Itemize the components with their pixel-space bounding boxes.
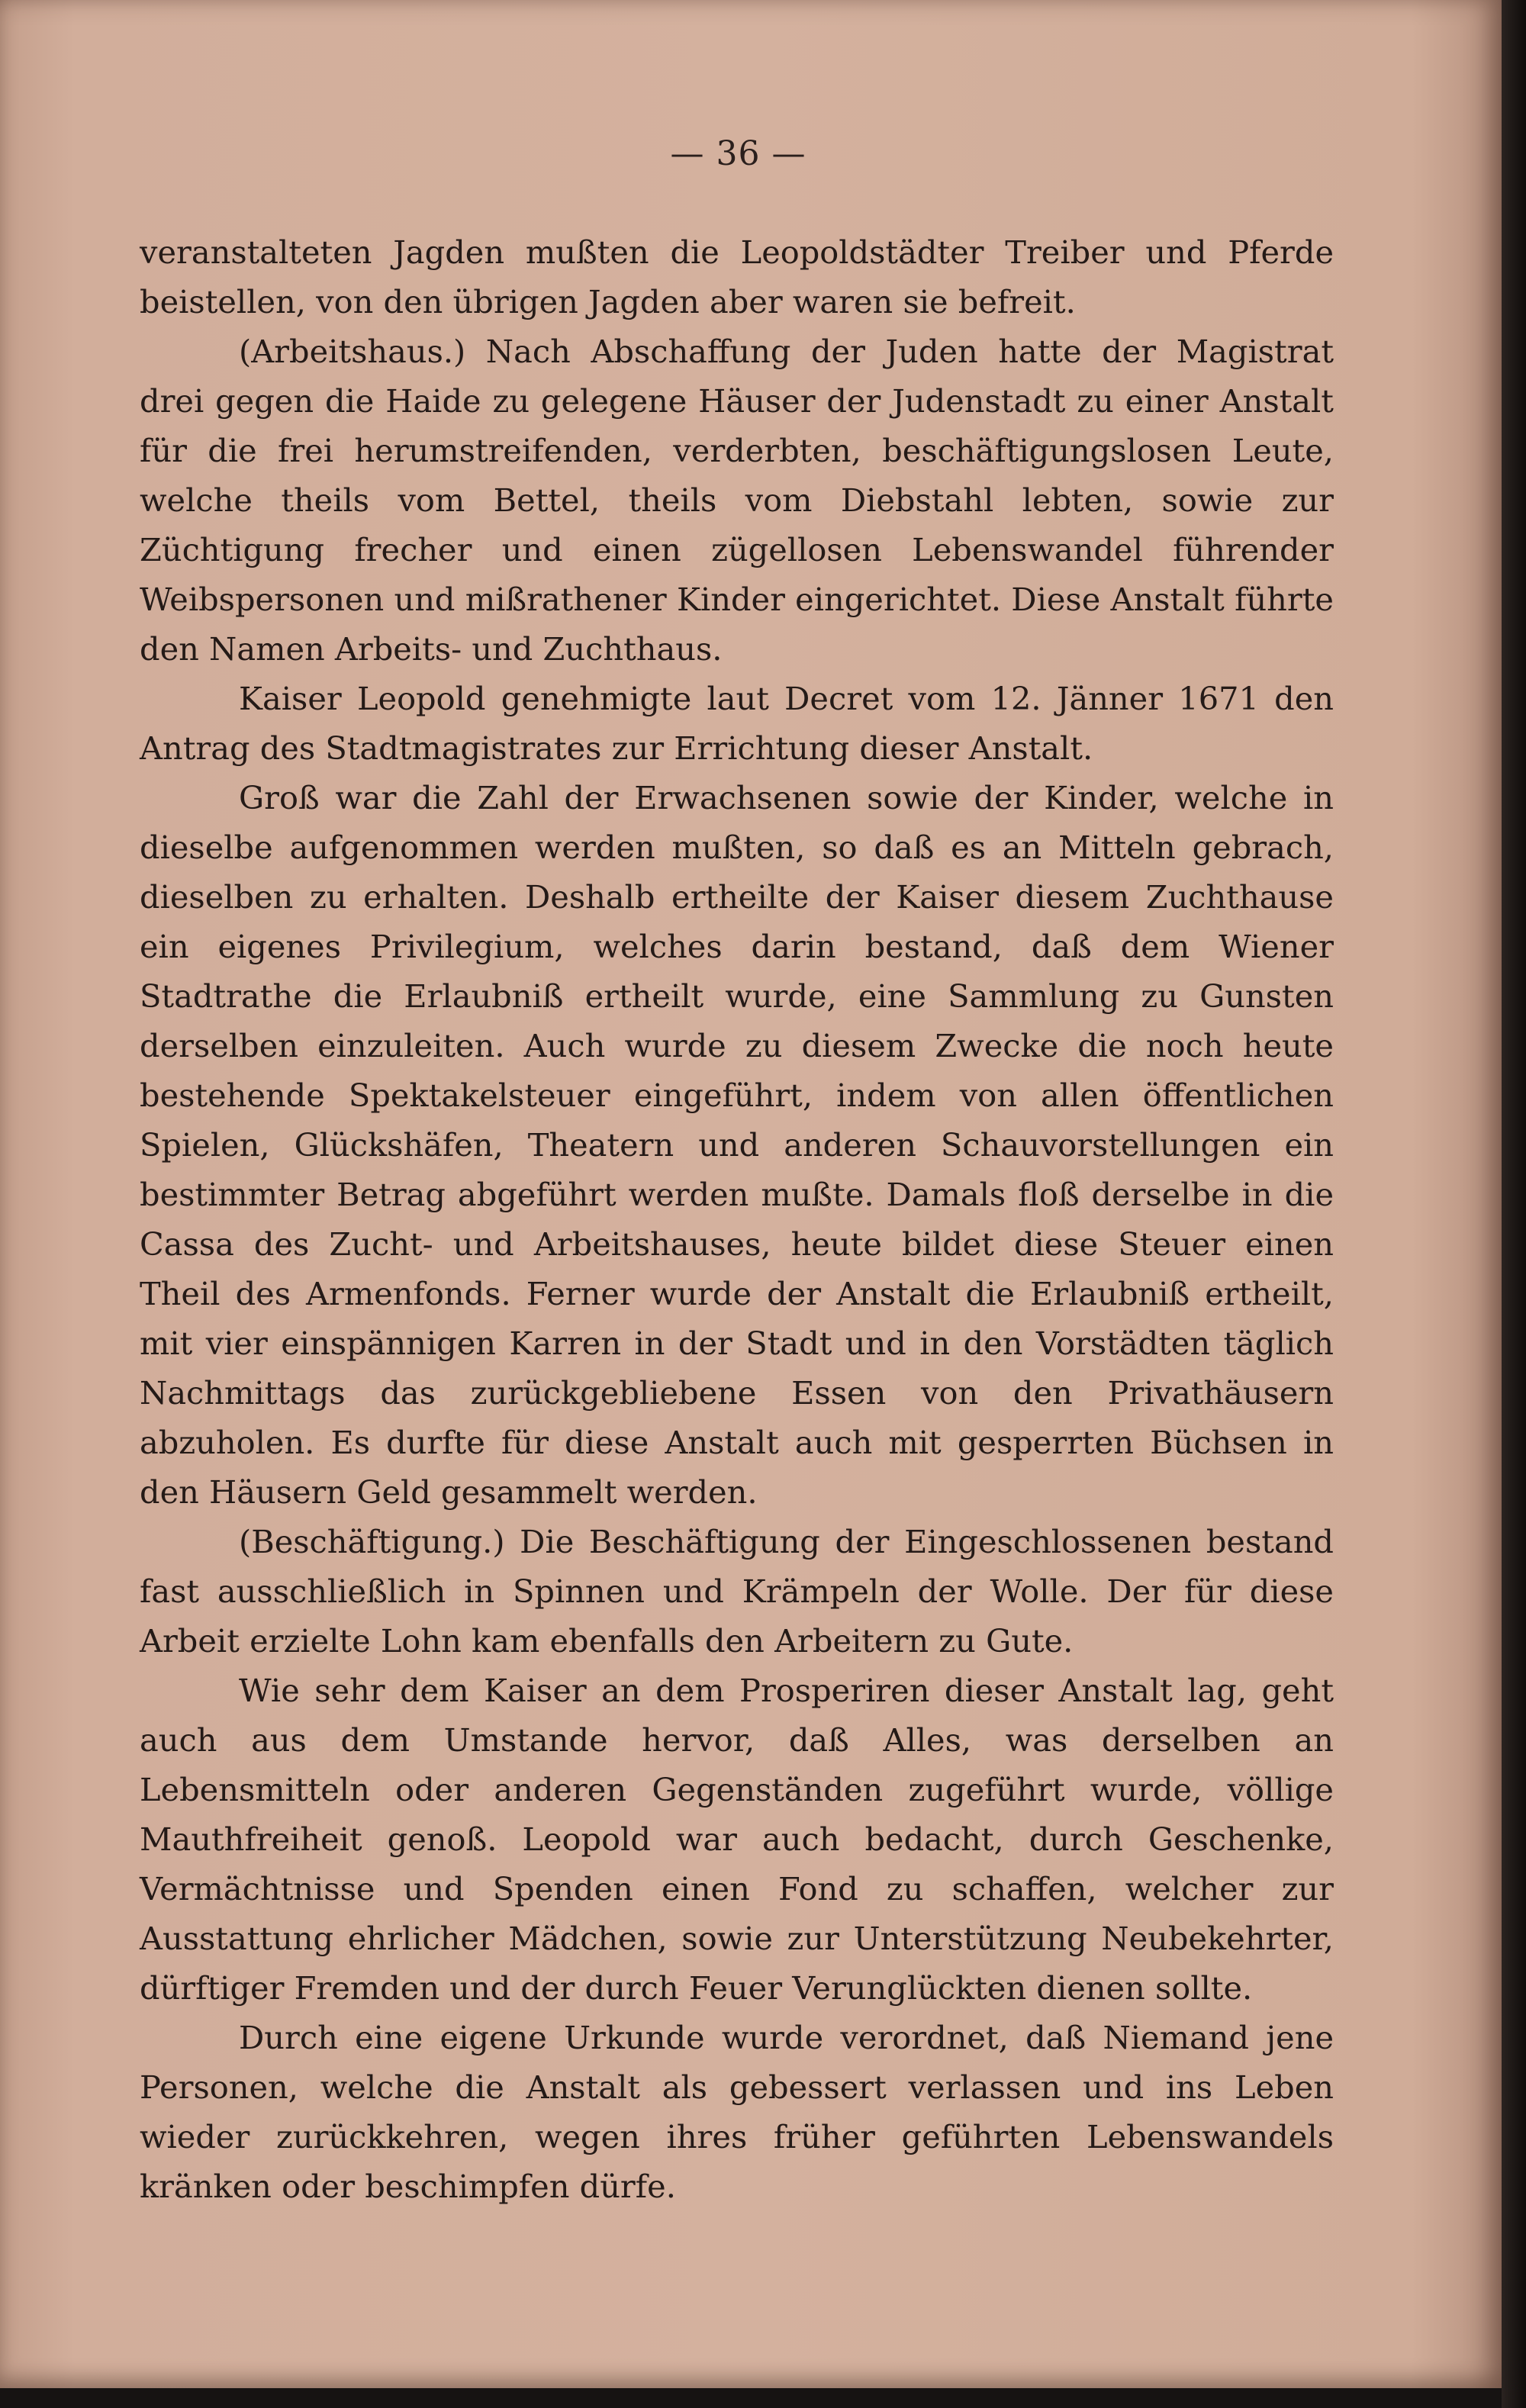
paragraph-1: veranstalteten Jagden mußten die Leopoldstädter Treiber und Pferde beistellen, von den übrigen Jagden aber waren sie befreit. (140, 233, 1334, 320)
paragraph-6: Wie sehr dem Kaiser an dem Prosperiren dieser Anstalt lag, geht auch aus dem Umstande hervor, daß Alles, was derselben an Lebensmitteln oder anderen Gegenständen zugeführt wurde, völlige Mauthfreiheit genoß. Leopold war auch bedacht, durch Geschenke, Vermächtnisse und Spenden einen Fond zu schaffen, welcher zur Ausstattung ehrlicher Mädchen, sowie zur Unterstützung Neubekehrter, dürftiger Fremden und der durch Feuer Verunglückten dienen sollte. (140, 1672, 1334, 2007)
paragraph-7: Durch eine eigene Urkunde wurde verordnet, daß Niemand jene Personen, welche die Anstalt als gebessert verlassen und ins Leben wieder zurückkehren, wegen ihres früher geführten Lebenswandels kränken oder beschimpfen dürfe. (140, 2019, 1334, 2205)
book-spine-shadow (1502, 0, 1526, 2408)
paragraph-2: (Arbeitshaus.) Nach Abschaffung der Juden hatte der Magistrat drei gegen die Haide zu gelegene Häuser der Judenstadt zu einer Anstalt für die frei herumstreifenden, verderbten, beschäftigungslosen Leute, welche theils vom Bettel, theils vom Diebstahl lebten, sowie zur Züchtigung frecher und einen zügellosen Lebenswandel führender Weibspersonen und mißrathener Kinder eingerichtet. Diese Anstalt führte den Namen Arbeits- und Zuchthaus. (140, 333, 1334, 668)
body-text (140, 227, 1334, 2211)
page-number: — 36 — (670, 134, 806, 173)
paragraph-4: Groß war die Zahl der Erwachsenen sowie der Kinder, welche in dieselbe aufgenommen werden mußten, so daß es an Mitteln gebrach, dieselben zu erhalten. Deshalb ertheilte der Kaiser diesem Zuchthause ein eigenes Privilegium, welches darin bestand, daß dem Wiener Stadtrathe die Erlaubniß ertheilt wurde, eine Sammlung zu Gunsten derselben einzuleiten. Auch wurde zu diesem Zwecke die noch heute bestehende Spektakelsteuer eingeführt, indem von allen öffentlichen Spielen, Glückshäfen, Theatern und anderen Schauvorstellungen ein bestimmter Betrag abgeführt werden mußte. Damals floß derselbe in die Cassa des Zucht- und Arbeitshauses, heute bildet diese Steuer einen Theil des Armenfonds. Ferner wurde der Anstalt die Erlaubniß ertheilt, mit vier einspännigen Karren in der Stadt und in den Vorstädten täglich Nachmittags das zurückgebliebene Essen von den Privathäusern abzuholen. Es durfte für diese Anstalt auch mit gesperrten Büchsen in den Häusern Geld gesammelt werden. (140, 779, 1334, 1511)
paragraph-3: Kaiser Leopold genehmigte laut Decret vom 12. Jänner 1671 den Antrag des Stadtmagistrates zur Errichtung dieser Anstalt. (140, 680, 1334, 767)
paragraph-5: (Beschäftigung.) Die Beschäftigung der Eingeschlossenen bestand fast ausschließlich in Spinnen und Krämpeln der Wolle. Der für diese Arbeit erzielte Lohn kam ebenfalls den Arbeitern zu Gute. (140, 1523, 1334, 1660)
